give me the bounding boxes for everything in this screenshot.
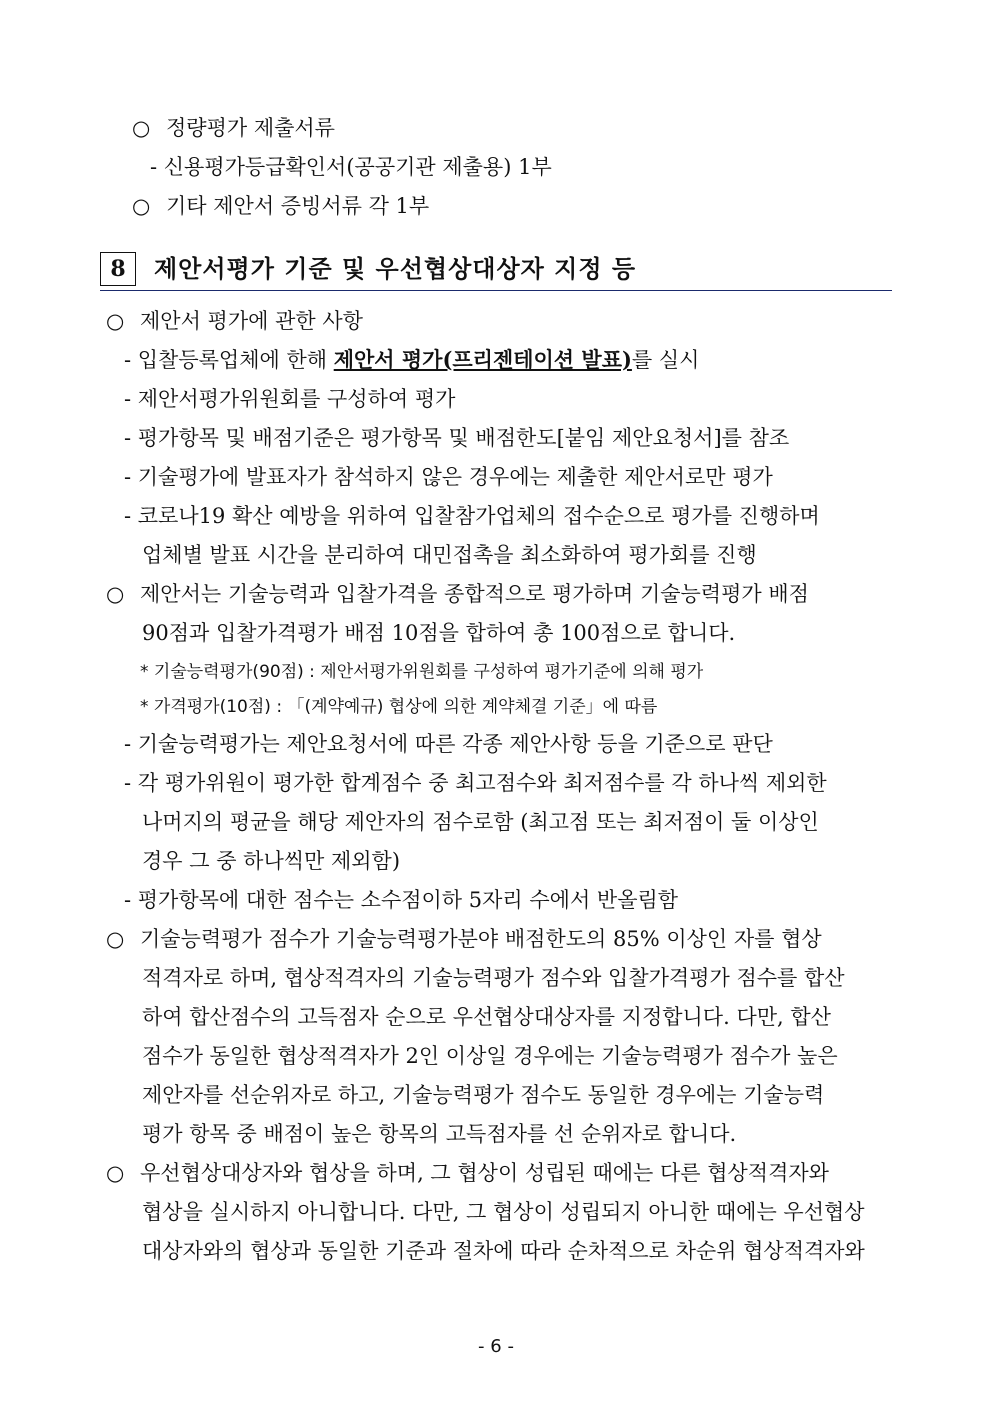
page-number: - 6 - [478, 1336, 514, 1357]
priority-negotiation-paragraph [106, 1159, 829, 1187]
circle-bullet: ○ [106, 309, 125, 333]
section-title: 제안서평가 기준 및 우선협상대상자 지정 등 [154, 254, 637, 283]
paragraph-continuation: 90점과 입찰가격평가 배점 10점을 합하여 총 100점으로 합니다. [142, 621, 736, 645]
section-number: 8 [100, 252, 136, 286]
circle-bullet: ○ [106, 927, 125, 951]
note-line: * 가격평가(10점) : 「(계약예규) 협상에 의한 계약체결 기준」에 따름 [140, 697, 658, 717]
bullet-line: - 코로나19 확산 예방을 위하여 입찰참가업체의 접수순으로 평가를 진행하며 [124, 504, 820, 528]
paragraph-continuation: 적격자로 하며, 협상적격자의 기술능력평가 점수와 입찰가격평가 점수를 합산 [142, 966, 845, 990]
paragraph-continuation: 평가 항목 중 배점이 높은 항목의 고득점자를 선 순위자로 합니다. [142, 1122, 737, 1146]
paragraph-continuation: 대상자와의 협상과 동일한 기준과 절차에 따라 순차적으로 차순위 협상적격자와 [142, 1239, 865, 1263]
bullet-continuation: 경우 그 중 하나씩만 제외함) [142, 849, 401, 873]
eval-docs-text: 정량평가 제출서류 [166, 116, 335, 140]
proposal-eval-heading [106, 307, 363, 335]
bullet-line: - 기술평가에 발표자가 참석하지 않은 경우에는 제출한 제안서로만 평가 [124, 465, 773, 489]
paragraph-continuation: 하여 합산점수의 고득점자 순으로 우선협상대상자를 지정합니다. 다만, 합산 [142, 1005, 831, 1029]
credit-rating-item [150, 153, 552, 181]
credit-rating-text: - 신용평가등급확인서(공공기관 제출용) 1부 [150, 155, 552, 179]
eval-docs-item [132, 114, 335, 142]
paragraph-continuation: 제안자를 선순위자로 하고, 기술능력평가 점수도 동일한 경우에는 기술능력 [142, 1083, 825, 1107]
note-line: * 기술능력평가(90점) : 제안서평가위원회를 구성하여 평가기준에 의해 평가 [140, 662, 704, 682]
negotiation-paragraph [106, 925, 822, 953]
paragraph-text: 제안서는 기술능력과 입찰가격을 종합적으로 평가하며 기술능력평가 배점 [140, 582, 809, 606]
circle-bullet: ○ [106, 582, 125, 606]
circle-bullet: ○ [132, 194, 151, 218]
other-docs-text: 기타 제안서 증빙서류 각 1부 [166, 194, 430, 218]
bullet-text: 를 실시 [631, 348, 700, 372]
proposal-eval-heading-text: 제안서 평가에 관한 사항 [140, 309, 363, 333]
paragraph-text: 우선협상대상자와 협상을 하며, 그 협상이 성립된 때에는 다른 협상적격자와 [140, 1161, 829, 1185]
scoring-paragraph [106, 580, 809, 608]
bullet-line: - 평가항목 및 배점기준은 평가항목 및 배점한도[붙임 제안요청서]를 참조 [124, 426, 790, 450]
bullet-continuation: 업체별 발표 시간을 분리하여 대민접촉을 최소화하여 평가회를 진행 [142, 543, 757, 567]
bullet-line: - 제안서평가위원회를 구성하여 평가 [124, 387, 456, 411]
section-heading [100, 252, 892, 291]
bullet-continuation: 나머지의 평균을 해당 제안자의 점수로함 (최고점 또는 최저점이 둘 이상인 [142, 810, 819, 834]
presentation-emphasis: 제안서 평가(프리젠테이션 발표) [333, 347, 632, 372]
other-docs-item [132, 192, 429, 220]
circle-bullet: ○ [106, 1161, 125, 1185]
bullet-line [124, 346, 699, 374]
paragraph-continuation: 점수가 동일한 협상적격자가 2인 이상일 경우에는 기술능력평가 점수가 높은 [142, 1044, 838, 1068]
circle-bullet: ○ [132, 116, 151, 140]
bullet-line: - 평가항목에 대한 점수는 소수점이하 5자리 수에서 반올림함 [124, 888, 679, 912]
bullet-text: - 입찰등록업체에 한해 [124, 348, 334, 372]
paragraph-continuation: 협상을 실시하지 아니합니다. 다만, 그 협상이 성립되지 아니한 때에는 우선협상 [142, 1200, 865, 1224]
bullet-line: - 각 평가위원이 평가한 합계점수 중 최고점수와 최저점수를 각 하나씩 제외한 [124, 771, 827, 795]
paragraph-text: 기술능력평가 점수가 기술능력평가분야 배점한도의 85% 이상인 자를 협상 [140, 927, 822, 951]
bullet-line: - 기술능력평가는 제안요청서에 따른 각종 제안사항 등을 기준으로 판단 [124, 732, 773, 756]
